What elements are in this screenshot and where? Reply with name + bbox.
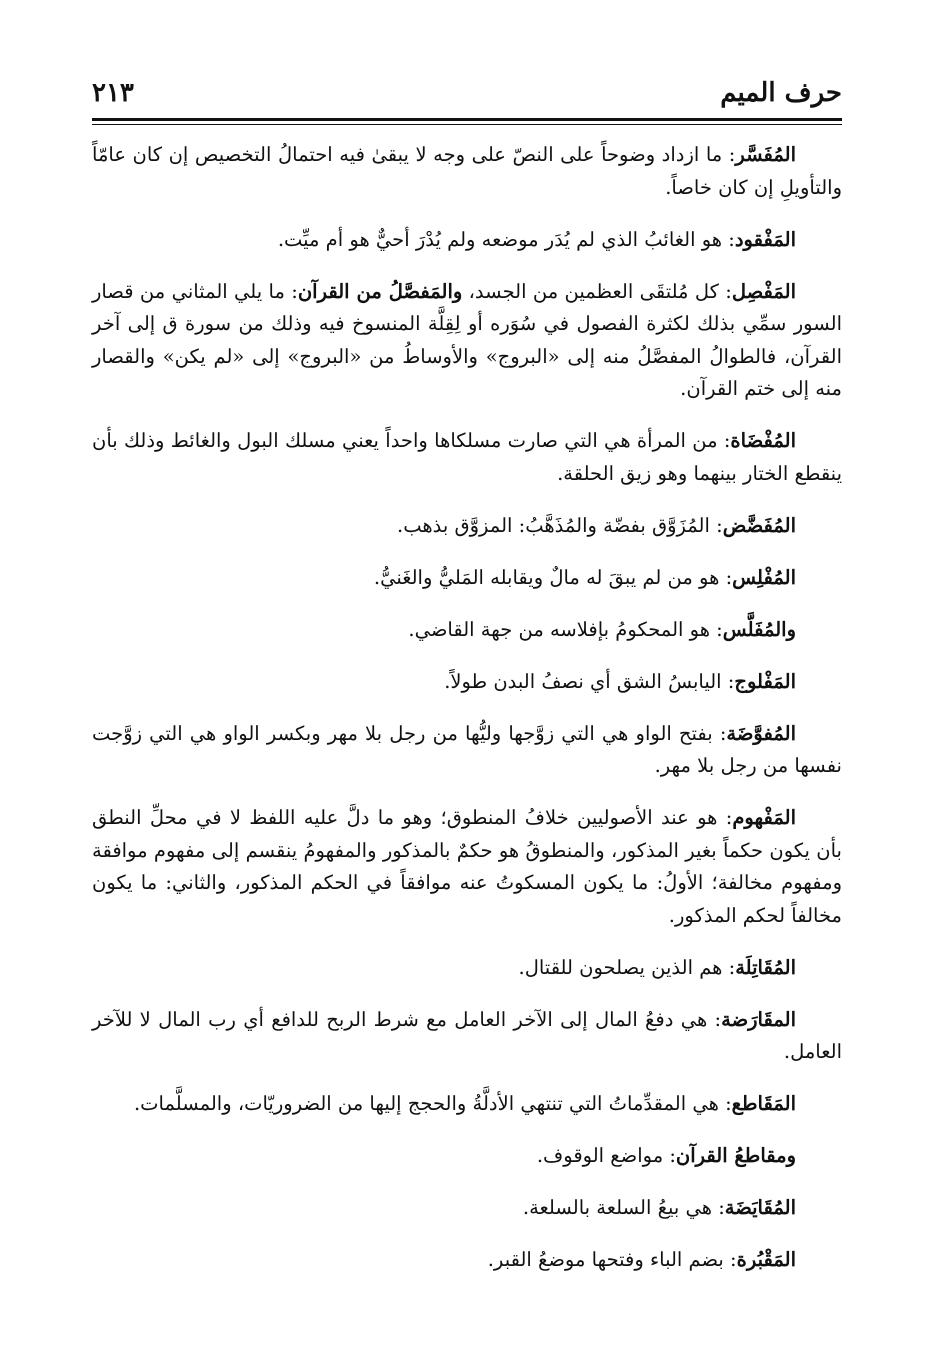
entry-term: المَفْهوم xyxy=(732,806,796,829)
entry-term: المُفَسَّر xyxy=(735,143,796,166)
entry-term: المَفْلوج xyxy=(734,669,796,693)
entry-definition: : هي دفعُ المال إلى الآخر العامل مع شرط الربح للدافع أي رب المال لا للآخر العامل. xyxy=(92,1007,842,1063)
entry-muqatila xyxy=(92,952,842,985)
entry-mufassar xyxy=(92,139,842,204)
header-rule-thin xyxy=(92,124,842,125)
entry-definition: : هو الغائبُ الذي لم يُدَر موضعه ولم يُدْرَ أحيٌّ هو أم ميِّت. xyxy=(277,227,735,251)
entry-mufawwada xyxy=(92,718,842,783)
entry-term: والمُفَلَّس xyxy=(722,617,796,641)
entry-definition: : اليابسُ الشق أي نصفُ البدن طولاً. xyxy=(444,669,735,693)
entry-mafqud xyxy=(92,224,842,257)
entry-mafluj xyxy=(92,666,842,699)
entry-definition: : بضم الباء وفتحها موضعُ القبر. xyxy=(487,1248,737,1271)
page-number: ٢١٣ xyxy=(92,78,134,108)
entry-definition: : هي المقدِّماتُ التي تنتهي الأدلَّةُ والحجج إليها من الضروريّات، والمسلَّمات. xyxy=(133,1092,732,1115)
entry-term: المقَارَضة xyxy=(721,1007,796,1031)
entry-muflis xyxy=(92,562,842,595)
page-header xyxy=(92,78,842,108)
entry-term: المَفْقود xyxy=(734,227,796,251)
entry-term: المُفوَّضَة xyxy=(726,721,796,745)
entry-definition: : كل مُلتقَى العظمين من الجسد، xyxy=(462,279,732,303)
entry-definition: : من المرأة هي التي صارت مسلكاها واحداً يعني مسلك البول والغائط وذلك بأن ينقطع الختار بينهما وهو زيق الحلقة. xyxy=(92,429,842,485)
entry-definition: : بفتح الواو هي التي زوَّجها وليُّها من رجل بلا مهر وبكسر الواو هي التي زوَّجت نفسها من رجل بلا مهر. xyxy=(92,721,842,777)
entry-term: المُقَايَضَة xyxy=(724,1196,796,1219)
entry-maqati-quran xyxy=(92,1140,842,1173)
entry-term: المُفْضَاة xyxy=(730,429,796,452)
entry-definition: : المُزَوَّق بفضّة والمُذَهَّبُ: المزوَّق بذهب. xyxy=(397,513,723,537)
entry-definition: : هو عند الأصوليين خلافُ المنطوق؛ وهو ما دلَّ عليه اللفظ لا في محلِّ النطق بأن يكون حكماً بغير المذكور، والمنطوقُ هو حكمٌ بالمذكور والمفهومُ ينقسم إلى مفهوم موافقة ومفهوم مخالفة؛ الأولُ: ما يكون المسكوتُ عنه موافقاً في الحكم المذكور، والثاني: ما يكون مخالفاً لحكم المذكور. xyxy=(92,806,842,927)
entry-mafsil xyxy=(92,276,842,406)
entry-definition: : هو من لم يبقَ له مالٌ ويقابله المَليُّ والغَنيُّ. xyxy=(373,565,733,589)
entry-muqarada xyxy=(92,1004,842,1069)
entry-subdefinition: : ما يلي المثاني من قصار السور سمِّي بذلك لكثرة الفصول في سُوَره أو لِقِلَّة المنسوخ فيه وذلك من سورة ق إلى آخر القرآن، فالطوالُ المفصَّلُ منه إلى «البروج» والأوساطُ من «البروج» إلى «لم يكن» والقصار منه إلى ختم القرآن. xyxy=(92,279,842,400)
entry-definition: : مواضع الوقوف. xyxy=(536,1144,676,1167)
entry-maqati xyxy=(92,1088,842,1121)
entry-term: المَفْصِل xyxy=(731,279,796,303)
entry-mufdat xyxy=(92,425,842,490)
entry-mufaddad xyxy=(92,510,842,543)
section-title: حرف الميم xyxy=(720,78,842,108)
header-rule-thick xyxy=(92,118,842,121)
entry-subterm: والمَفصَّلُ من القرآن xyxy=(297,279,463,303)
entry-term: المُقَاتِلَة xyxy=(735,955,796,979)
dictionary-entries xyxy=(92,128,842,1296)
entry-term: المَقْبُرة xyxy=(736,1248,796,1271)
entry-definition: : ما ازداد وضوحاً على النصّ على وجه لا يبقىٰ فيه احتمالُ التخصيص إن كان عامّاً والتأويلِ إن كان خاصاً. xyxy=(92,143,842,199)
entry-mufallas xyxy=(92,614,842,647)
entry-muqayada xyxy=(92,1192,842,1225)
entry-maqbura xyxy=(92,1244,842,1277)
entry-definition: : هي بيعُ السلعة بالسلعة. xyxy=(522,1196,725,1219)
entry-term: المَقَاطع xyxy=(731,1092,796,1115)
entry-term: المُفَضَّض xyxy=(722,513,796,537)
entry-mafhum xyxy=(92,802,842,932)
entry-term: المُفْلِس xyxy=(732,565,796,589)
entry-term: ومقاطعُ القرآن xyxy=(675,1144,796,1167)
entry-definition: : هم الذين يصلحون للقتال. xyxy=(518,955,736,979)
entry-definition: : هو المحكومُ بإفلاسه من جهة القاضي. xyxy=(408,617,723,641)
